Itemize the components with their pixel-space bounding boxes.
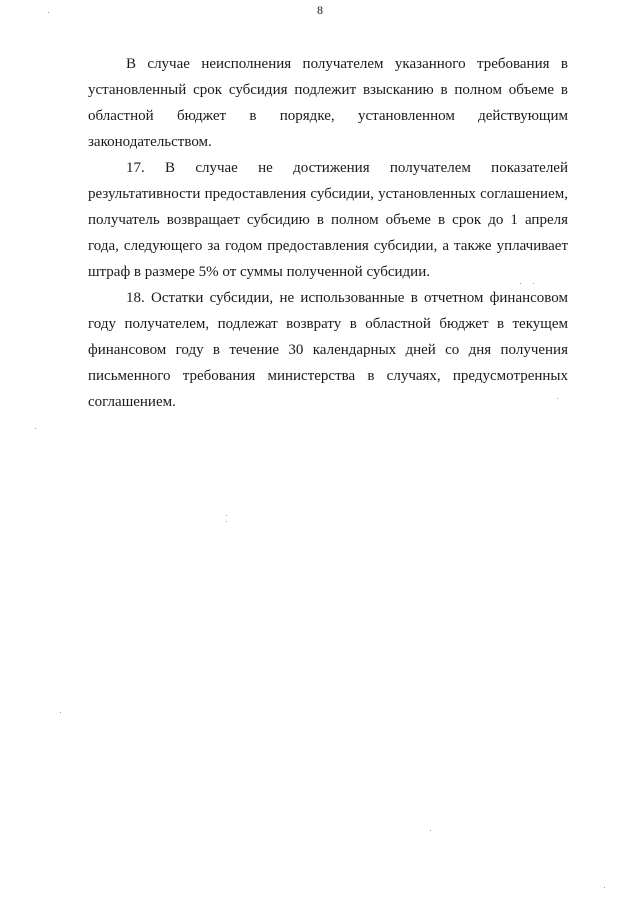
- paragraph-17-penalty: 17. В случае не достижения получателем показателей результативности предоставления субсидии, установленных соглашением, получатель возвращает субсидию в полном объеме в срок до 1 апреля года, следующего за годом предоставления субсидии, а также уплачивает штраф в размере 5% от суммы полученной субсидии.: [88, 160, 568, 280]
- scan-speck: [48, 12, 49, 13]
- paragraph-18-unused-balance: 18. Остатки субсидии, не использованные в отчетном финансовом году получателем, подлежат возврату в областной бюджет в текущем финансовом году в течение 30 календарных дней со дня получения письменного требования министерства в случаях, предусмотренных соглашением.: [88, 290, 568, 410]
- scan-speck: [604, 887, 605, 888]
- scan-speck: [557, 398, 558, 399]
- page-number: 8: [317, 3, 323, 17]
- document-body: [88, 51, 568, 415]
- paragraph-subsidy-recovery: В случае неисполнения получателем указанного требования в установленный срок субсидия подлежит взысканию в полном объеме в областной бюджет в порядке, установленном действующим законодательством.: [88, 56, 568, 150]
- scan-speck: [430, 830, 431, 831]
- scan-speck: [226, 521, 227, 522]
- scan-speck: [226, 515, 227, 516]
- scan-speck: [35, 428, 36, 429]
- scan-speck: [60, 712, 61, 713]
- scan-speck: [533, 283, 534, 284]
- scan-speck: [520, 283, 521, 284]
